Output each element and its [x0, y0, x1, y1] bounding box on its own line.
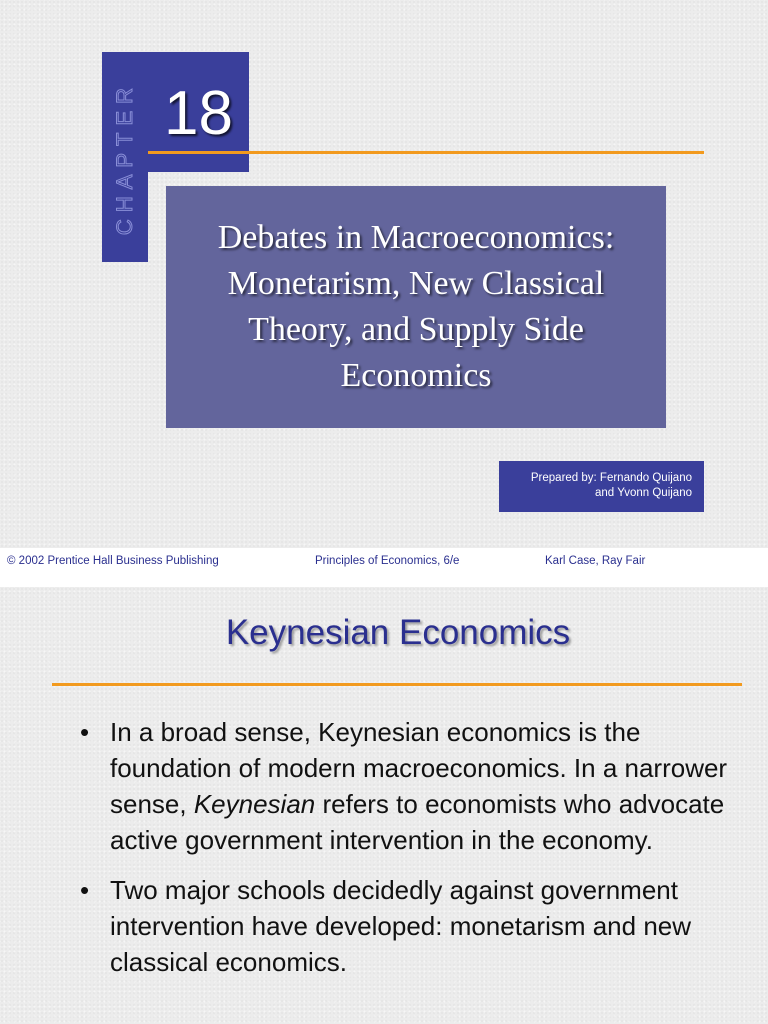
prepared-by-line: and Yvonn Quijano	[595, 487, 692, 499]
prepared-by-line: Prepared by: Fernando Quijano	[530, 472, 692, 484]
footer-authors: Karl Case, Ray Fair	[545, 555, 646, 567]
keynesian-slide	[0, 587, 768, 1024]
orange-divider	[52, 683, 742, 686]
chapter-label: CHAPTER	[112, 80, 137, 235]
chapter-title-line: Debates in Macroeconomics:	[217, 219, 615, 256]
chapter-title-line: Monetarism, New Classical	[227, 265, 605, 302]
chapter-title-line: Economics	[340, 357, 492, 394]
chapter-title-box	[166, 186, 666, 428]
slide-title: Keynesian Economics	[225, 613, 571, 652]
orange-divider	[148, 151, 704, 154]
bullet-text: Two major schools decidedly against government intervention have developed: monetarism and new classical economics.	[110, 875, 692, 977]
bullet-icon: •	[80, 875, 90, 905]
bullet-emphasis: Keynesian	[193, 789, 316, 819]
prepared-by-box	[499, 461, 704, 512]
slide-footer	[0, 548, 768, 576]
footer-book-title: Principles of Economics, 6/e	[315, 555, 460, 567]
bullet-text: In a broad sense, Keynesian economics is the foundation of modern macroeconomics. In a narrower sense,	[110, 717, 728, 819]
chapter-title	[181, 215, 651, 399]
chapter-label-vertical	[102, 60, 148, 255]
chapter-title-line: Theory, and Supply Side	[248, 311, 584, 348]
bullet-icon: •	[80, 717, 90, 747]
footer-copyright: © 2002 Prentice Hall Business Publishing	[7, 555, 219, 567]
chapter-number: 18	[164, 79, 233, 148]
bullet-text: refers to economists who advocate active government intervention in the economy.	[110, 789, 725, 855]
bullet-item	[80, 714, 740, 858]
bullet-list	[80, 714, 740, 994]
bullet-item	[80, 872, 740, 980]
